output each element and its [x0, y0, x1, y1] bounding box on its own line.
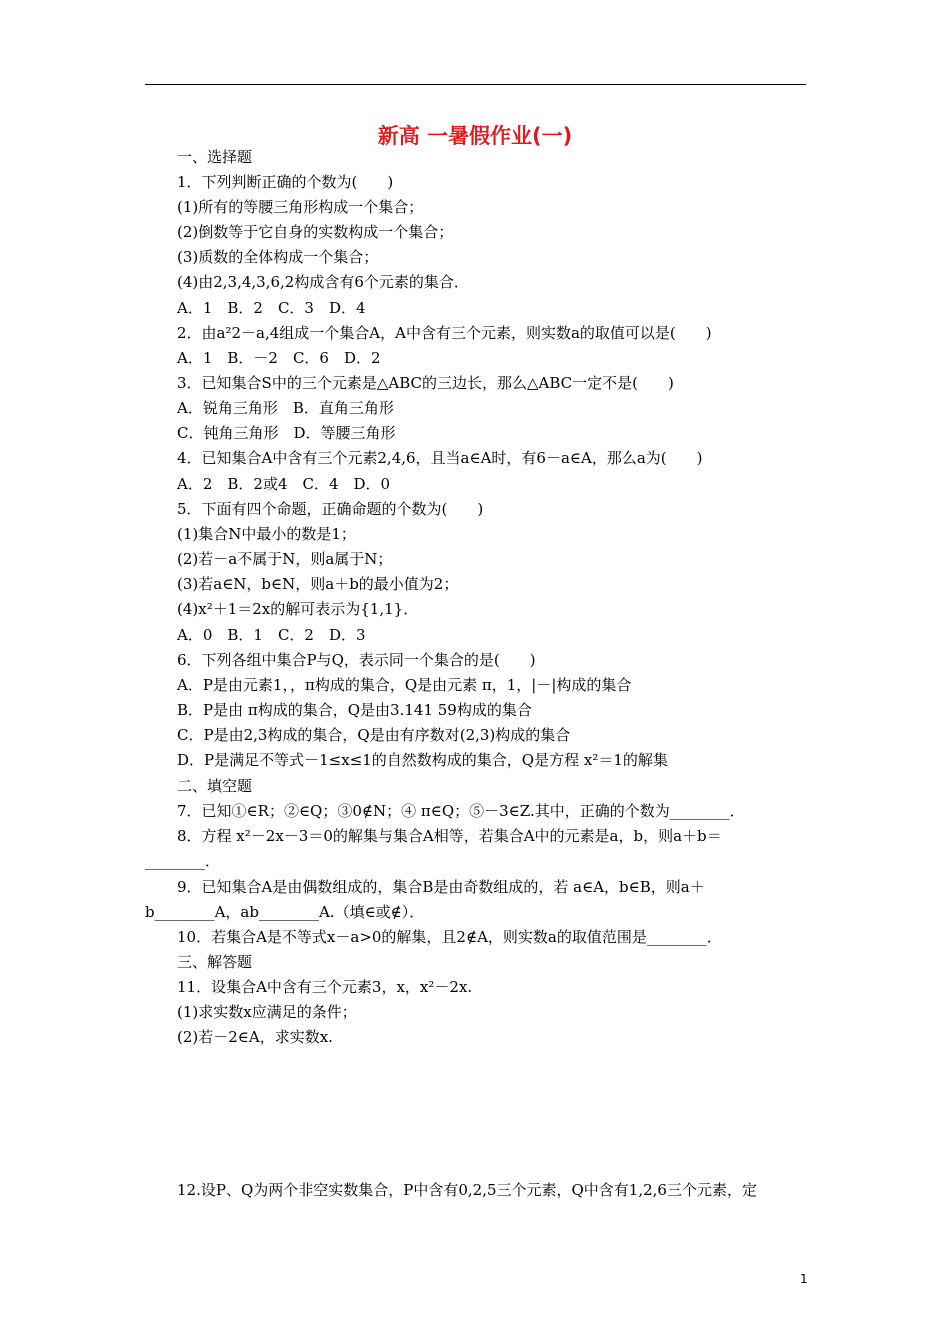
answer-options: A．P是由元素1，，π构成的集合，Q是由元素 π，1，|－|构成的集合 [177, 676, 632, 694]
page-title: 新高 一暑假作业(一) [377, 124, 573, 148]
question-line: 12.设P、Q为两个非空实数集合，P中含有0,2,5三个元素，Q中含有1,2,6三个元素，定 [177, 1181, 757, 1199]
answer-options: A．1 B．2 C．3 D．4 [177, 299, 366, 317]
question-line: 9．已知集合A是由偶数组成的，集合B是由奇数组成的，若 a∈A，b∈B，则a＋ [177, 878, 705, 896]
question-line: (2)若－a不属于N，则a属于N； [177, 550, 393, 568]
question-line: (2)倒数等于它自身的实数构成一个集合； [177, 223, 454, 241]
question-line: 5．下面有四个命题，正确命题的个数为( ) [177, 500, 484, 518]
question-line: 4．已知集合A中含有三个元素2,4,6，且当a∈A时，有6－a∈A，那么a为( ) [177, 449, 703, 467]
question-line: (4)x²＋1＝2x的解可表示为{1,1}． [177, 600, 419, 618]
answer-options: A．1 B．－2 C．6 D．2 [177, 349, 381, 367]
answer-options: A．0 B．1 C．2 D．3 [177, 626, 366, 644]
answer-options: C．钝角三角形 D．等腰三角形 [177, 424, 396, 442]
section-heading: 三、解答题 [177, 953, 253, 971]
question-line: ________． [145, 852, 221, 870]
question-line: (1)求实数x应满足的条件； [177, 1003, 357, 1021]
answer-options: A．锐角三角形 B．直角三角形 [177, 399, 394, 417]
question-line: b________A，ab________A.（填∈或∉）． [145, 903, 425, 921]
question-line: 6．下列各组中集合P与Q，表示同一个集合的是( ) [177, 651, 536, 669]
answer-options: C．P是由2,3构成的集合，Q是由有序数对(2,3)构成的集合 [177, 726, 571, 744]
section-heading: 二、填空题 [177, 777, 253, 795]
answer-options: D．P是满足不等式－1≤x≤1的自然数构成的集合，Q是方程 x²＝1的解集 [177, 751, 668, 769]
question-line: 10．若集合A是不等式x－a>0的解集，且2∉A，则实数a的取值范围是________． [177, 928, 722, 946]
header-rule [145, 84, 806, 85]
question-line: 8．方程 x²－2x－3＝0的解集与集合A相等，若集合A中的元素是a，b，则a＋b＝ [177, 827, 722, 845]
answer-options: A．2 B．2或4 C．4 D．0 [177, 475, 391, 493]
question-line: (4)由2,3,4,3,6,2构成含有6个元素的集合． [177, 273, 469, 291]
question-line: (2)若－2∈A，求实数x. [177, 1028, 333, 1046]
question-line: (1)所有的等腰三角形构成一个集合； [177, 198, 424, 216]
question-line: (3)若a∈N，b∈N，则a＋b的最小值为2； [177, 575, 459, 593]
question-line: 11．设集合A中含有三个元素3，x，x²－2x. [177, 978, 473, 996]
question-line: (3)质数的全体构成一个集合； [177, 248, 379, 266]
answer-options: B．P是由 π构成的集合，Q是由3.141 59构成的集合 [177, 701, 532, 719]
question-line: 7．已知①∈R；②∈Q；③0∉N；④ π∈Q；⑤－3∈Z.其中，正确的个数为________． [177, 802, 745, 820]
question-line: 1．下列判断正确的个数为( ) [177, 173, 394, 191]
question-line: 3．已知集合S中的三个元素是△ABC的三边长，那么△ABC一定不是( ) [177, 374, 674, 392]
question-line: (1)集合N中最小的数是1； [177, 525, 356, 543]
section-heading: 一、选择题 [177, 148, 253, 166]
page-number: 1 [800, 1272, 808, 1286]
question-line: 2．由a²2－a,4组成一个集合A，A中含有三个元素，则实数a的取值可以是( ) [177, 324, 712, 342]
